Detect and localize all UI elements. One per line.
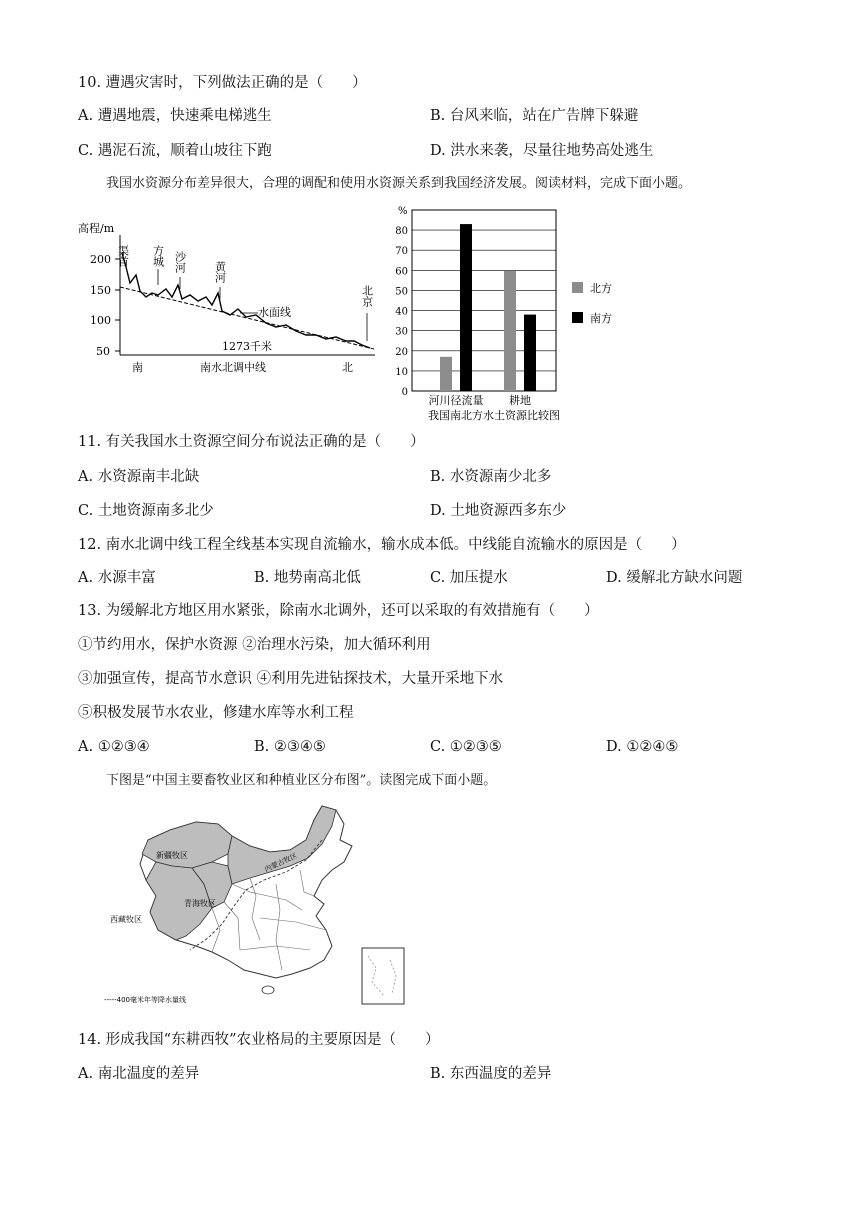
y-tick-label-10: 10 [395, 366, 408, 378]
legend-label-南方: 南方 [590, 312, 612, 325]
elevation-profile-figure [70, 205, 390, 380]
terrain-line [122, 253, 370, 348]
profile-ytick-150: 150 [90, 284, 111, 297]
q12-stem: 12. 南水北调中线工程全线基本实现自流输水，输水成本低。中线能自流输水的原因是（ ） [78, 537, 686, 553]
profile-ytick-100: 100 [90, 314, 111, 327]
china-pastoral-map [100, 800, 412, 1012]
q13-statement-2: ③加强宣传，提高节水意识 ④利用先进钻探技术，大量开采地下水 [78, 671, 504, 687]
q13-option-b[interactable]: B. ②③④⑤ [254, 739, 326, 755]
q11-option-a[interactable]: A. 水资源南丰北缺 [78, 469, 200, 485]
map-label-qinghai: 青海牧区 [184, 899, 216, 908]
q13-option-c[interactable]: C. ①②③⑤ [430, 739, 502, 755]
category-label-河川径流量: 河川径流量 [428, 394, 484, 407]
place-fangcheng-label: 方城 [151, 245, 165, 267]
q13-statement-3: ⑤积极发展节水农业，修建水库等水利工程 [78, 705, 354, 721]
legend-swatch-南方 [572, 312, 583, 323]
map-label-xinjiang: 新疆牧区 [156, 851, 188, 860]
y-tick-label-40: 40 [395, 306, 408, 318]
q13-stem: 13. 为缓解北方地区用水紧张，除南水北调外，还可以采取的有效措施有（ ） [78, 603, 599, 619]
distance-label: 1273千米 [222, 340, 272, 353]
category-label-耕地: 耕地 [509, 394, 531, 407]
q12-option-d[interactable]: D. 缓解北方缺水问题 [606, 570, 743, 586]
bar-南方-耕地 [524, 315, 536, 391]
bar-南方-河川径流量 [460, 224, 472, 391]
y-tick-label-0: 0 [401, 387, 408, 398]
q14-option-a[interactable]: A. 南北温度的差异 [78, 1066, 200, 1082]
legend-label-北方: 北方 [590, 282, 612, 295]
q13-statement-1: ①节约用水，保护水资源 ②治理水污染，加大循环利用 [78, 637, 431, 653]
map-label-xizang: 西藏牧区 [110, 915, 142, 924]
bar-北方-河川径流量 [440, 357, 452, 391]
bar-北方-耕地 [504, 270, 516, 391]
profile-ytick-50: 50 [96, 345, 110, 358]
place-qushou-label: 渠首 [116, 245, 130, 267]
q11-stem: 11. 有关我国水土资源空间分布说法正确的是（ ） [78, 434, 425, 450]
map-label-neimenggu: 内蒙古牧区 [263, 851, 299, 874]
y-tick-label-50: 50 [395, 286, 408, 298]
place-labels [117, 244, 374, 307]
chart-title: 我国南北方水土资源比较图 [428, 409, 560, 422]
place-shahe-label: 沙河 [173, 251, 187, 273]
map-legend-isohyet: -----400毫米年等降水量线 [104, 996, 186, 1004]
q14-option-b[interactable]: B. 东西温度的差异 [430, 1066, 552, 1082]
q10-option-a[interactable]: A. 遭遇地震，快速乘电梯逃生 [78, 108, 272, 124]
y-tick-label-60: 60 [395, 266, 408, 278]
intro-map: 下图是“中国主要畜牧业区和种植业区分布图”。读图完成下面小题。 [106, 773, 497, 788]
y-axis-unit: % [398, 206, 408, 217]
q10-stem: 10. 遭遇灾害时，下列做法正确的是（ ） [78, 75, 367, 91]
y-tick-label-80: 80 [395, 226, 408, 238]
profile-ytick-200: 200 [90, 253, 111, 266]
q11-option-c[interactable]: C. 土地资源南多北少 [78, 503, 214, 519]
intro-water-resources: 我国水资源分布差异很大，合理的调配和使用水资源关系到我国经济发展。阅读材料，完成下面小题。 [106, 176, 692, 191]
q11-option-d[interactable]: D. 土地资源西多东少 [430, 503, 567, 519]
place-huanghe-label: 黄河 [213, 261, 227, 283]
profile-south-label: 南 [132, 361, 143, 374]
q14-stem: 14. 形成我国“东耕西牧”农业格局的主要原因是（ ） [78, 1032, 440, 1048]
legend-swatch-北方 [572, 282, 583, 293]
water-land-bar-chart [388, 200, 658, 425]
y-tick-label-30: 30 [395, 326, 408, 338]
q10-option-c[interactable]: C. 遇泥石流，顺着山坡往下跑 [78, 143, 272, 159]
hainan-island [262, 986, 274, 994]
profile-north-label: 北 [342, 361, 353, 374]
water-line-label: 水面线 [258, 306, 291, 319]
q13-option-a[interactable]: A. ①②③④ [78, 739, 150, 755]
q12-option-a[interactable]: A. 水源丰富 [78, 570, 156, 586]
q10-option-b[interactable]: B. 台风来临，站在广告牌下躲避 [430, 108, 639, 124]
place-beijing-label: 北京 [360, 285, 374, 307]
q13-option-d[interactable]: D. ①②④⑤ [606, 739, 679, 755]
y-tick-label-70: 70 [395, 246, 408, 258]
q12-option-b[interactable]: B. 地势南高北低 [254, 570, 361, 586]
q11-option-b[interactable]: B. 水资源南少北多 [430, 469, 552, 485]
profile-axis-title: 南水北调中线 [200, 361, 266, 374]
y-tick-label-20: 20 [395, 346, 408, 358]
profile-ylabel: 高程/m [78, 222, 115, 235]
q10-option-d[interactable]: D. 洪水来袭，尽量往地势高处逃生 [430, 143, 654, 159]
q12-option-c[interactable]: C. 加压提水 [430, 570, 508, 586]
